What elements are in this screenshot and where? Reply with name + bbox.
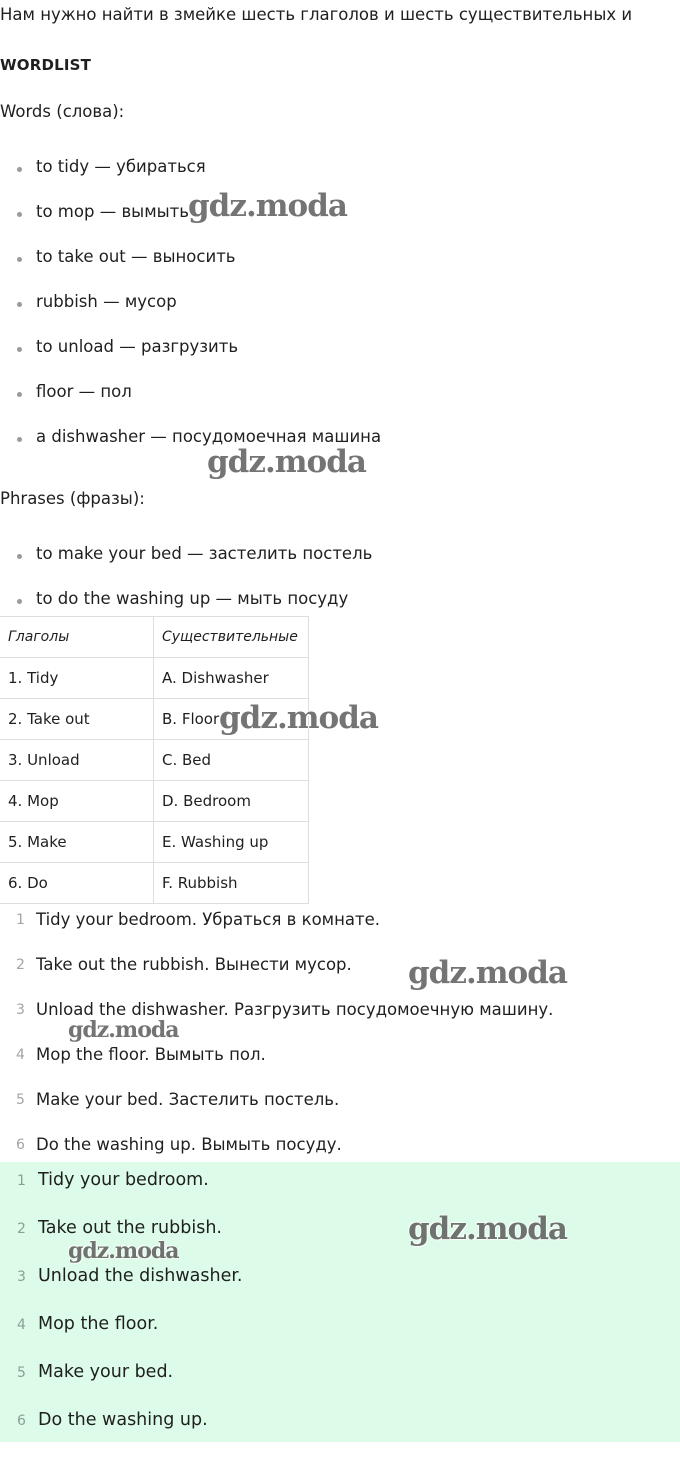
watermark: gdz.moda [408, 955, 567, 991]
column-header-nouns: Существительные [154, 617, 309, 658]
table-cell: 5. Make [0, 822, 154, 863]
watermark: gdz.moda [219, 700, 378, 736]
table-cell: A. Dishwasher [154, 658, 309, 699]
watermark: gdz.moda [68, 1017, 179, 1043]
table-row [0, 863, 309, 904]
watermark: gdz.moda [188, 188, 347, 224]
watermark: gdz.moda [207, 444, 366, 480]
table-cell: 1. Tidy [0, 658, 154, 699]
words-label: Words (слова): [0, 102, 125, 121]
table-cell: C. Bed [154, 740, 309, 781]
wordlist-heading: WORDLIST [0, 56, 92, 74]
verbs-nouns-table [0, 616, 309, 904]
table-cell: 6. Do [0, 863, 154, 904]
bullet-icon [17, 437, 22, 442]
table-row [0, 658, 309, 699]
bullet-icon [17, 599, 22, 604]
table-row [0, 781, 309, 822]
table-row [0, 740, 309, 781]
bullet-icon [17, 212, 22, 217]
table-header-row [0, 617, 309, 658]
bullet-icon [17, 347, 22, 352]
bullet-icon [17, 257, 22, 262]
intro-text: Нам нужно найти в змейке шесть глаголов и шесть существительных и [0, 5, 633, 24]
answer-box: 1 Tidy your bedroom. 2 Take out the rubbish. 3 Unload the dishwasher. 4 Mop the floor. 5 Make your bed. 6 Do the washing up. [0, 1162, 680, 1442]
table-cell: 3. Unload [0, 740, 154, 781]
phrases-label: Phrases (фразы): [0, 489, 145, 508]
bullet-icon [17, 392, 22, 397]
table-cell: F. Rubbish [154, 863, 309, 904]
table-cell: D. Bedroom [154, 781, 309, 822]
bullet-icon [17, 554, 22, 559]
column-header-verbs: Глаголы [0, 617, 154, 658]
bullet-icon [17, 302, 22, 307]
watermark: gdz.moda [68, 1238, 179, 1264]
table-row [0, 822, 309, 863]
table-cell: 2. Take out [0, 699, 154, 740]
table-cell: 4. Mop [0, 781, 154, 822]
table-cell: B. Floor [154, 699, 309, 740]
watermark: gdz.moda [408, 1211, 567, 1247]
bullet-icon [17, 167, 22, 172]
table-cell: E. Washing up [154, 822, 309, 863]
